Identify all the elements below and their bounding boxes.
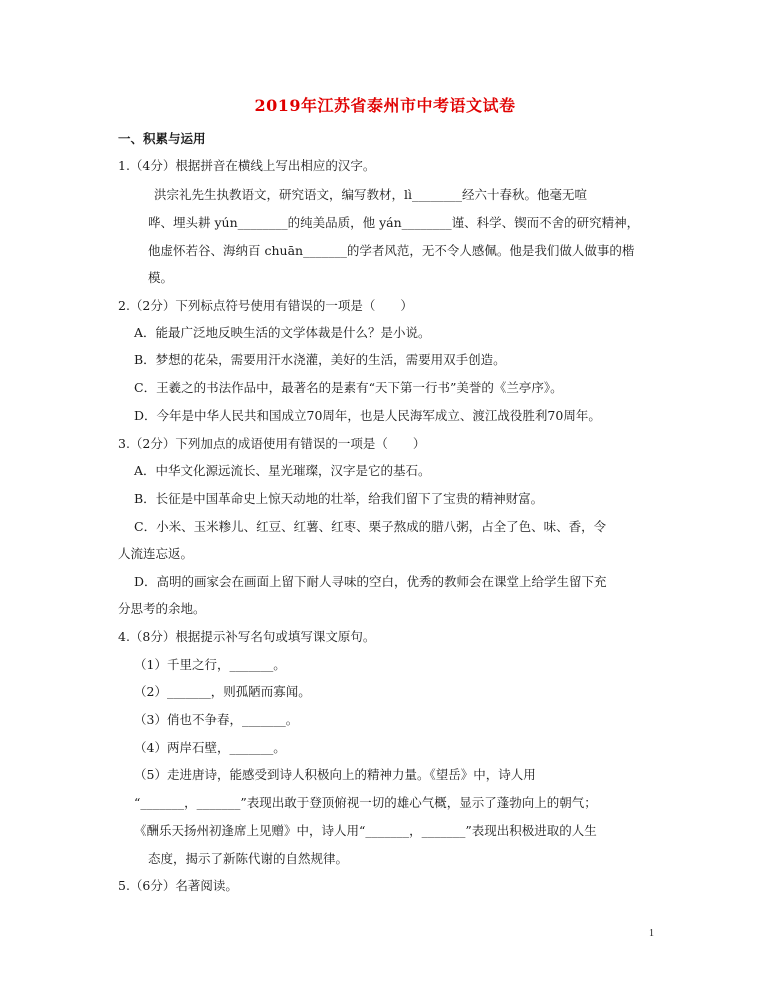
question-4-item: （3）俏也不争春，_______。 (134, 712, 299, 727)
question-4-item-continued: 《酬乐天扬州初逢席上见赠》中，诗人用“_______，_______”表现出积极进取的人生 (134, 823, 597, 838)
question-4-item-continued: “_______，_______”表现出敢于登顶俯视一切的雄心气概，显示了蓬勃向上的朝气； (134, 795, 597, 810)
question-1-stem: 1.（4分）根据拼音在横线上写出相应的汉字。 (118, 158, 376, 173)
question-1-line: 哗、埋头耕 yún________的纯美品质，他 yán________谨、科学、锲而不舍的研究精神， (148, 215, 640, 230)
question-3-option: C．小米、玉米糁儿、红豆、红薯、红枣、栗子熬成的腊八粥，占全了色、味、香，令 (134, 519, 607, 534)
question-2-option: D．今年是中华人民共和国成立70周年，也是人民海军成立、渡江战役胜利70周年。 (134, 408, 601, 423)
page-number: 1 (649, 928, 654, 939)
question-3-option: A．中华文化源远流长、星光璀璨，汉字是它的基石。 (134, 463, 431, 478)
question-4-stem: 4.（8分）根据提示补写名句或填写课文原句。 (118, 629, 376, 644)
exam-title: 2019年江苏省泰州市中考语文试卷 (254, 96, 516, 115)
question-1-line: 他虚怀若谷、海纳百 chuān_______的学者风范，无不令人感佩。他是我们做人做事的楷 (148, 243, 635, 258)
section-heading: 一、积累与运用 (118, 131, 206, 146)
question-3-option: B．长征是中国革命史上惊天动地的壮举，给我们留下了宝贵的精神财富。 (134, 491, 544, 506)
question-3-stem: 3.（2分）下列加点的成语使用有错误的一项是（ ） (118, 436, 426, 451)
question-5-stem: 5.（6分）名著阅读。 (118, 878, 238, 893)
question-2-option: A．能最广泛地反映生活的文学体裁是什么？是小说。 (134, 325, 431, 340)
question-4-item-continued: 态度，揭示了新陈代谢的自然规律。 (148, 851, 349, 866)
question-3-option-continued: 人流连忘返。 (118, 546, 194, 561)
question-2-option: C．王羲之的书法作品中，最著名的是素有“天下第一行书”美誉的《兰亭序》。 (134, 380, 563, 395)
question-2-option: B．梦想的花朵，需要用汗水浇灌，美好的生活，需要用双手创造。 (134, 352, 506, 367)
question-3-option: D．高明的画家会在画面上留下耐人寻味的空白，优秀的教师会在课堂上给学生留下充 (134, 574, 607, 589)
question-3-option-continued: 分思考的余地。 (118, 601, 206, 616)
question-4-item: （4）两岸石壁，_______。 (134, 740, 286, 755)
question-4-item: （1）千里之行，_______。 (134, 657, 286, 672)
question-4-item: （5）走进唐诗，能感受到诗人积极向上的精神力量。《望岳》中，诗人用 (134, 767, 536, 782)
question-4-item: （2）_______，则孤陋而寡闻。 (134, 684, 311, 699)
question-1-line: 模。 (148, 270, 174, 285)
question-2-stem: 2.（2分）下列标点符号使用有错误的一项是（ ） (118, 298, 413, 313)
question-1-line: 洪宗礼先生执教语文，研究语文，编写教材，lì________经六十春秋。他毫无喧 (154, 187, 587, 202)
